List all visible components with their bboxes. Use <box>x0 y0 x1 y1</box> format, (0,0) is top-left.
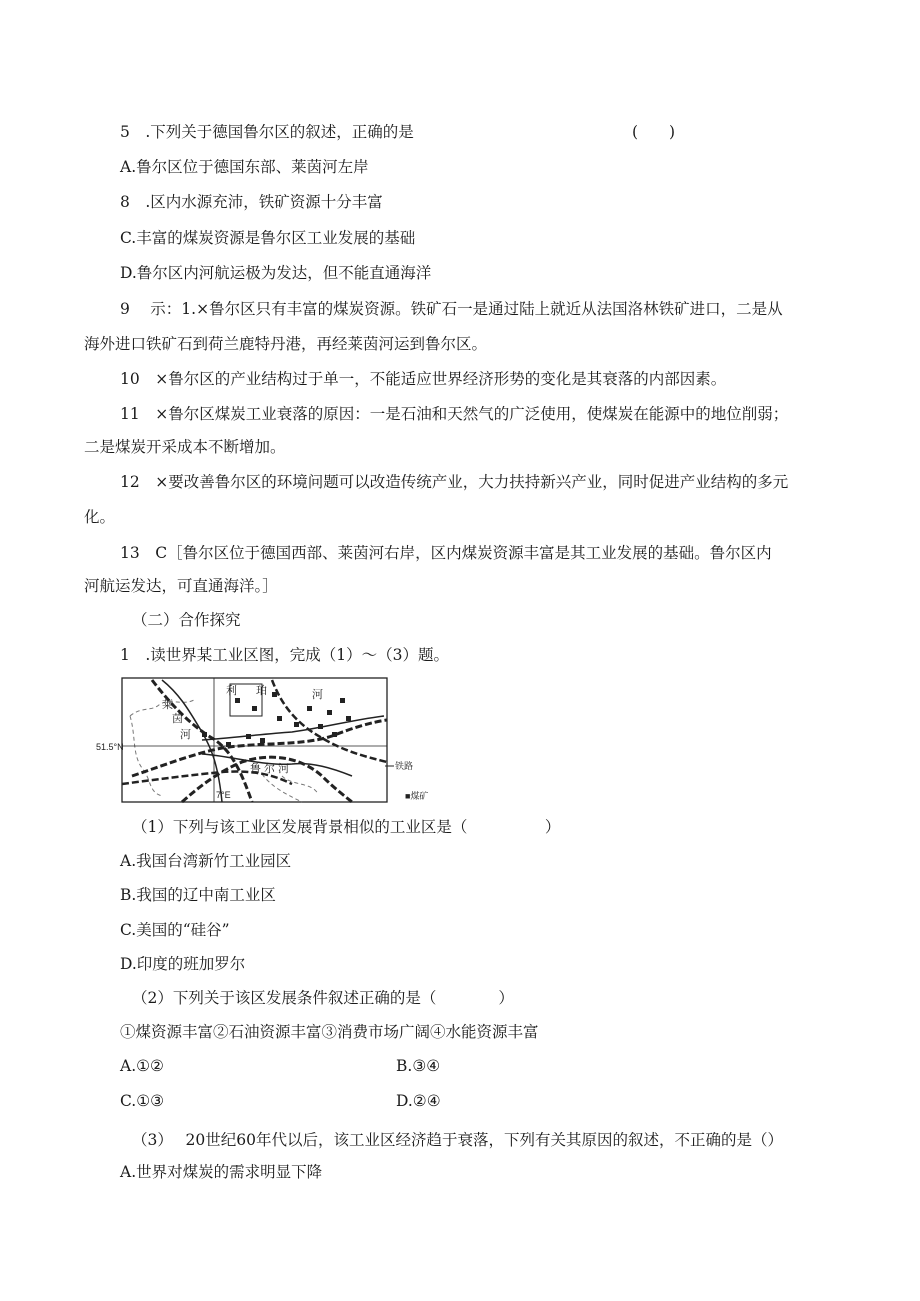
answer-10: 10 ×鲁尔区的产业结构过于单一，不能适应世界经济形势的变化是其衰落的内部因素。 <box>120 370 727 388</box>
map-label-li: 利 <box>226 685 237 697</box>
coal-mine <box>235 698 240 703</box>
answer-12-line1: 12 ×要改善鲁尔区的环境问题可以改造传统产业，大力扶持新兴产业，同时促进产业结构的多元 <box>120 473 789 491</box>
q1-intro: 1 .读世界某工业区图，完成（1）～（3）题。 <box>120 646 450 664</box>
q5-option-c: C.丰富的煤炭资源是鲁尔区工业发展的基础 <box>120 229 416 247</box>
answer-13-line1: 13 C［鲁尔区位于德国西部、莱茵河右岸，区内煤炭资源丰富是其工业发展的基础。鲁尔区内 <box>120 544 772 562</box>
sub2-option-c: C.①③ <box>120 1092 165 1110</box>
map-label-he1: 河 <box>180 729 191 741</box>
sub2-option-d: D.②④ <box>396 1092 441 1110</box>
map-label-lon: 7°E <box>216 790 231 800</box>
answer-12-line2: 化。 <box>84 508 116 526</box>
sub2-stem: （2）下列关于该区发展条件叙述正确的是（ ） <box>132 989 514 1007</box>
sub1-option-c: C.美国的“硅谷” <box>120 921 230 939</box>
coal-mine <box>318 724 323 729</box>
map-label-ruhr: 鲁 尔 河 <box>250 763 290 775</box>
coal-mine <box>346 716 351 721</box>
q5-option-b: 8 .区内水源充沛，铁矿资源十分丰富 <box>120 193 383 211</box>
sub2-option-b: B.③④ <box>396 1057 441 1075</box>
q5-option-d: D.鲁尔区内河航运极为发达，但不能直通海洋 <box>120 264 432 282</box>
sub1-option-a: A.我国台湾新竹工业园区 <box>120 852 292 870</box>
sub2-conditions: ①煤资源丰富②石油资源丰富③消费市场广阔④水能资源丰富 <box>120 1023 539 1041</box>
map-label-he2: 河 <box>312 689 323 701</box>
industrial-region-map <box>96 676 429 806</box>
q5-stem: 5 .下列关于德国鲁尔区的叙述，正确的是 <box>120 123 414 141</box>
answer-13-line2: 河航运发达，可直通海洋。］ <box>84 577 278 595</box>
boundary-west <box>130 700 194 796</box>
answer-11-line1: 11 ×鲁尔区煤炭工业衰落的原因：一是石油和天然气的广泛使用，使煤炭在能源中的地位削弱； <box>120 405 789 423</box>
map-frame <box>122 678 387 802</box>
coal-mine <box>272 692 277 697</box>
coal-mine <box>246 734 251 739</box>
section-title: （二）合作探究 <box>132 611 241 629</box>
map-label-po: 珀 <box>256 685 267 697</box>
q5-answer-paren: ( ) <box>632 123 676 141</box>
coal-mine <box>340 698 345 703</box>
sub2-option-a: A.①② <box>120 1057 164 1075</box>
map-svg <box>96 676 429 806</box>
sub3-stem: （3） 20世纪60年代以后，该工业区经济趋于衰落，下列有关其原因的叙述，不正确的是（） <box>132 1131 783 1149</box>
coal-mine <box>226 742 231 747</box>
legend-coal: ■煤矿 <box>405 791 429 801</box>
sub3-option-a: A.世界对煤炭的需求明显下降 <box>120 1163 323 1181</box>
map-label-lai: 莱 <box>162 699 173 711</box>
q5-option-a: A.鲁尔区位于德国东部、莱茵河左岸 <box>120 158 369 176</box>
coal-mine <box>294 722 299 727</box>
sub1-option-d: D.印度的班加罗尔 <box>120 955 246 973</box>
answer-9-line2: 海外进口铁矿石到荷兰鹿特丹港，再经莱茵河运到鲁尔区。 <box>84 335 488 353</box>
map-label-lat: 51.5°N <box>96 742 124 752</box>
coal-mine <box>252 706 257 711</box>
coal-mine <box>277 716 282 721</box>
answer-9-line1: 9 示：1.×鲁尔区只有丰富的煤炭资源。铁矿石一是通过陆上就近从法国洛林铁矿进口，二是从 <box>120 300 783 318</box>
coal-mine <box>260 738 265 743</box>
boundary-south <box>262 774 318 802</box>
sub1-stem: （1）下列与该工业区发展背景相似的工业区是（ ） <box>132 818 561 836</box>
coal-mine <box>307 706 312 711</box>
map-label-yin: 茵 <box>172 713 183 725</box>
railway-4 <box>272 680 387 762</box>
legend-rail: 铁路 <box>395 761 414 771</box>
answer-11-line2: 二是煤炭开采成本不断增加。 <box>84 438 286 456</box>
coal-mine <box>202 732 207 737</box>
sub1-option-b: B.我国的辽中南工业区 <box>120 886 276 904</box>
coal-mine <box>332 732 337 737</box>
coal-mine <box>327 710 332 715</box>
